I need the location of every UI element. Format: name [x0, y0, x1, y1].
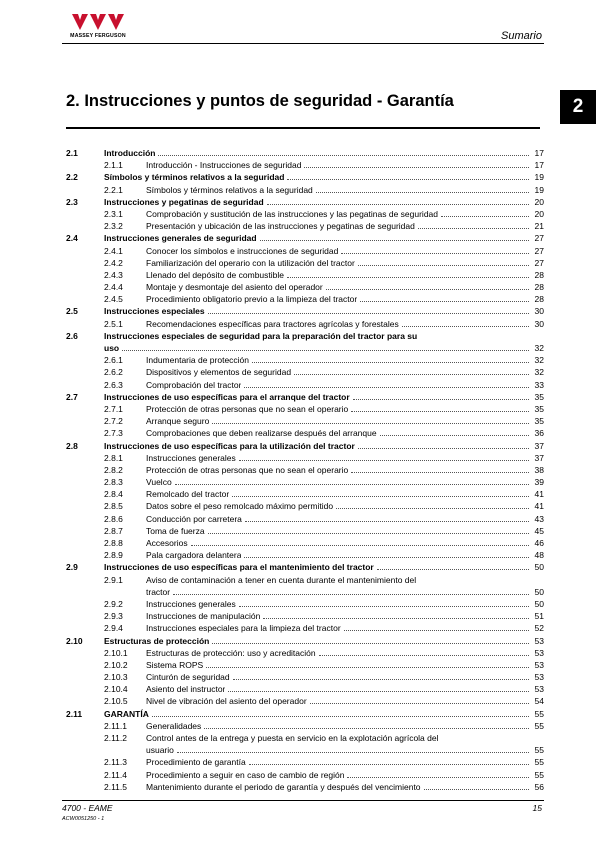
toc-title: Recomendaciones específicas para tractores agrícolas y forestales — [146, 318, 399, 329]
toc-title: Procedimiento a seguir en caso de cambio de región — [146, 769, 345, 780]
toc-number: 2.11.1 — [104, 720, 128, 731]
toc-number: 2.4.1 — [104, 245, 123, 256]
toc-title-line: Control antes de la entrega y puesta en servicio en la explotación agrícola del — [146, 733, 439, 743]
dot-leader — [252, 361, 529, 363]
dot-leader — [360, 300, 529, 302]
toc-title: Llenado del depósito de combustible — [146, 269, 284, 280]
toc-number: 2.10 — [66, 635, 83, 646]
toc-number: 2.4.3 — [104, 269, 123, 280]
toc-page-number: 55 — [534, 757, 544, 768]
toc-page-number: 27 — [534, 245, 544, 256]
brand-name: MASSEY FERGUSON — [70, 33, 126, 39]
toc-page-number: 53 — [534, 659, 544, 670]
toc-page-number: 55 — [534, 745, 544, 756]
chapter-tab: 2 — [560, 90, 596, 124]
toc-page-number: 50 — [534, 562, 544, 573]
dot-leader — [294, 373, 529, 375]
toc-title: Comprobaciones que deben realizarse después del arranque — [146, 428, 377, 439]
toc-title-line: Aviso de contaminación a tener en cuenta durante el mantenimiento del — [146, 574, 417, 585]
dot-leader — [233, 678, 529, 680]
toc-page-number: 38 — [534, 464, 544, 475]
dot-leader — [287, 276, 529, 278]
dot-leader — [260, 239, 529, 241]
toc-page-number: 36 — [534, 428, 544, 439]
triple-triangle-logo-icon — [70, 12, 126, 32]
toc-subsection-row[interactable] — [66, 159, 544, 171]
toc-subsection-row[interactable] — [66, 379, 544, 391]
toc-page-number: 41 — [534, 489, 544, 500]
toc-title: Comprobación del tractor — [146, 379, 242, 390]
dot-leader — [152, 715, 529, 717]
toc-number: 2.8.3 — [104, 477, 123, 488]
toc-title: Nivel de vibración del asiento del operador — [146, 696, 307, 707]
toc-title: uso — [104, 343, 120, 353]
toc-number: 2.4 — [66, 233, 78, 244]
toc-number: 2.11 — [66, 708, 83, 719]
toc-subsection-row[interactable] — [66, 220, 544, 232]
toc-number: 2.10.5 — [104, 696, 128, 707]
toc-number: 2.8 — [66, 440, 78, 451]
footer-divider — [62, 800, 544, 801]
toc-subsection-row[interactable] — [66, 269, 544, 281]
toc-title: Protección de otras personas que no sean el operario — [146, 464, 349, 475]
toc-subsection-row[interactable] — [66, 549, 544, 561]
dot-leader — [175, 483, 529, 485]
dot-leader — [232, 495, 529, 497]
toc-page-number: 30 — [534, 318, 544, 329]
toc-title: Procedimiento de garantía — [146, 757, 246, 768]
toc-title: Conocer los símbolos e instrucciones de seguridad — [146, 245, 339, 256]
toc-page-number: 19 — [534, 172, 544, 183]
toc-section-row[interactable] — [66, 391, 544, 403]
toc-title: Estructuras de protección — [104, 635, 210, 646]
dot-leader — [287, 178, 529, 180]
toc-number: 2.10.2 — [104, 659, 128, 670]
toc-page-number: 20 — [534, 196, 544, 207]
toc-subsection-row[interactable] — [66, 184, 544, 196]
toc-title: Vuelco — [146, 477, 172, 488]
toc-page-number: 50 — [534, 598, 544, 609]
toc-subsection-row[interactable] — [66, 756, 544, 768]
toc-number: 2.5 — [66, 306, 78, 317]
toc-page-number: 28 — [534, 294, 544, 305]
dot-leader — [304, 166, 529, 168]
toc-page-number: 53 — [534, 635, 544, 646]
toc-number: 2.5.1 — [104, 318, 123, 329]
toc-title: Datos sobre el peso remolcado máximo permitido — [146, 501, 334, 512]
dot-leader — [204, 727, 529, 729]
toc-title-line: Instrucciones especiales de seguridad para la preparación del tractor para su — [104, 330, 418, 341]
dot-leader — [245, 520, 529, 522]
toc-subsection-row[interactable] — [66, 208, 544, 220]
toc-title: Accesorios — [146, 538, 188, 548]
toc-number: 2.2.1 — [104, 184, 123, 195]
dot-leader — [347, 776, 529, 778]
toc-subsection-row[interactable] — [66, 720, 544, 732]
toc-number: 2.9.4 — [104, 623, 123, 634]
dot-leader — [239, 459, 529, 461]
toc-page-number: 32 — [534, 367, 544, 378]
toc-title: Cinturón de seguridad — [146, 672, 230, 683]
toc-page-number: 54 — [534, 696, 544, 707]
dot-leader — [358, 264, 529, 266]
dot-leader — [206, 666, 529, 668]
title-underline — [66, 127, 540, 129]
toc-title: Instrucciones de uso específicas para el mantenimiento del tractor — [104, 562, 374, 573]
toc-page-number: 41 — [534, 501, 544, 512]
dot-leader — [228, 690, 529, 692]
toc-page-number: 32 — [534, 355, 544, 366]
section-title: Sumario — [501, 30, 542, 42]
toc-number: 2.11.4 — [104, 769, 128, 780]
toc-page-number: 20 — [534, 208, 544, 219]
toc-section-row[interactable] — [66, 305, 544, 317]
toc-subsection-row[interactable] — [66, 318, 544, 330]
dot-leader — [239, 605, 529, 607]
massey-ferguson-logo — [62, 12, 134, 39]
toc-number: 2.8.7 — [104, 525, 123, 536]
toc-subsection-row[interactable] — [66, 476, 544, 488]
toc-page-number: 50 — [534, 586, 544, 597]
toc-title: GARANTÍA — [104, 708, 149, 719]
toc-title: Asiento del instructor — [146, 684, 226, 695]
toc-subsection-row[interactable] — [66, 415, 544, 427]
dot-leader — [310, 702, 529, 704]
toc-section-row[interactable] — [66, 440, 544, 452]
toc-page-number: 35 — [534, 416, 544, 427]
dot-leader — [212, 422, 529, 424]
dot-leader — [424, 788, 529, 790]
dot-leader — [353, 398, 529, 400]
toc-page-number: 37 — [534, 452, 544, 463]
toc-title: Protección de otras personas que no sean el operario — [146, 403, 349, 414]
toc-page-number: 51 — [534, 611, 544, 622]
toc-section-row[interactable] — [66, 561, 544, 573]
toc-number: 2.9.3 — [104, 611, 123, 622]
toc-subsection-row[interactable] — [66, 500, 544, 512]
toc-number: 2.2 — [66, 172, 78, 183]
dot-leader — [358, 447, 529, 449]
toc-page-number: 55 — [534, 720, 544, 731]
toc-subsection-row[interactable] — [66, 403, 544, 415]
toc-number: 2.11.5 — [104, 781, 128, 792]
toc-subsection-row[interactable] — [66, 245, 544, 257]
toc-title: Indumentaria de protección — [146, 355, 250, 366]
toc-number: 2.9.2 — [104, 598, 123, 609]
toc-page-number: 28 — [534, 269, 544, 280]
toc-title: Instrucciones generales de seguridad — [104, 233, 257, 244]
toc-number: 2.9.1 — [104, 574, 123, 585]
toc-page-number: 53 — [534, 672, 544, 683]
toc-subsection-row[interactable] — [66, 695, 544, 707]
dot-leader — [351, 471, 529, 473]
toc-page-number: 56 — [534, 781, 544, 792]
toc-page-number: 55 — [534, 769, 544, 780]
toc-page-number: 30 — [534, 306, 544, 317]
toc-page-number: 32 — [534, 343, 544, 353]
toc-page-number: 21 — [534, 221, 544, 232]
dot-leader — [316, 191, 529, 193]
dot-leader — [208, 532, 529, 534]
toc-number: 2.3.1 — [104, 208, 123, 219]
page-number: 15 — [532, 803, 542, 813]
toc-title: Instrucciones generales — [146, 452, 236, 463]
toc-page-number: 45 — [534, 525, 544, 536]
toc-number: 2.4.4 — [104, 282, 123, 293]
toc-title: Instrucciones y pegatinas de seguridad — [104, 196, 264, 207]
toc-title: Procedimiento obligatorio previo a la limpieza del tractor — [146, 294, 358, 305]
toc-number: 2.8.5 — [104, 501, 123, 512]
toc-subsection-row[interactable] — [66, 452, 544, 464]
toc-number: 2.3 — [66, 196, 78, 207]
toc-subsection-row[interactable] — [66, 647, 544, 659]
toc-subsection-row[interactable] — [66, 257, 544, 269]
toc-title: Comprobación y sustitución de las instrucciones y las pegatinas de seguridad — [146, 208, 438, 219]
toc-subsection-row[interactable] — [66, 427, 544, 439]
toc-subsection-row[interactable] — [66, 671, 544, 683]
dot-leader — [191, 544, 529, 546]
dot-leader — [418, 227, 529, 229]
toc-title: Remolcado del tractor — [146, 489, 230, 500]
toc-title: Instrucciones especiales — [104, 306, 205, 317]
toc-section-row[interactable] — [66, 330, 544, 354]
toc-subsection-row[interactable] — [66, 464, 544, 476]
toc-title: usuario — [146, 745, 174, 756]
footer-model: 4700 - EAME — [62, 803, 113, 813]
toc-section-row[interactable] — [66, 232, 544, 244]
toc-number: 2.11.2 — [104, 733, 128, 743]
toc-subsection-row[interactable] — [66, 732, 544, 756]
toc-subsection-row[interactable] — [66, 525, 544, 537]
dot-leader — [263, 617, 529, 619]
toc-page-number: 17 — [534, 148, 544, 158]
toc-subsection-row[interactable] — [66, 622, 544, 634]
dot-leader — [341, 252, 529, 254]
dot-leader — [208, 312, 529, 314]
toc-title: tractor — [146, 586, 171, 597]
toc-title: Símbolos y términos relativos a la seguridad — [104, 172, 285, 183]
toc-page-number: 43 — [534, 513, 544, 524]
toc-subsection-row[interactable] — [66, 366, 544, 378]
toc-title: Instrucciones de uso específicas para el arranque del tractor — [104, 391, 350, 402]
toc-title: Instrucciones de manipulación — [146, 611, 261, 622]
toc-page-number: 17 — [534, 160, 544, 171]
toc-title: Toma de fuerza — [146, 525, 205, 536]
toc-subsection-row[interactable] — [66, 598, 544, 610]
toc-page-number: 35 — [534, 391, 544, 402]
dot-leader — [344, 629, 529, 631]
toc-number: 2.7 — [66, 391, 78, 402]
toc-number: 2.4.2 — [104, 257, 123, 268]
header-divider — [62, 43, 544, 44]
toc-subsection-row[interactable] — [66, 610, 544, 622]
toc-page-number: 53 — [534, 647, 544, 658]
toc-page-number: 39 — [534, 477, 544, 488]
toc-number: 2.7.3 — [104, 428, 123, 439]
toc-page-number: 46 — [534, 538, 544, 548]
toc-page-number: 37 — [534, 440, 544, 451]
dot-leader — [336, 507, 529, 509]
dot-leader — [380, 434, 529, 436]
toc-page-number: 55 — [534, 708, 544, 719]
toc-number: 2.8.8 — [104, 538, 123, 548]
toc-title: Sistema ROPS — [146, 659, 204, 670]
toc-subsection-row[interactable] — [66, 769, 544, 781]
toc-title: Montaje y desmontaje del asiento del operador — [146, 282, 323, 293]
dot-leader — [122, 349, 529, 351]
toc-title: Instrucciones especiales para la limpieza del tractor — [146, 623, 341, 634]
table-of-contents — [66, 147, 544, 793]
toc-subsection-row[interactable] — [66, 781, 544, 793]
toc-title: Símbolos y términos relativos a la seguridad — [146, 184, 313, 195]
toc-page-number: 52 — [534, 623, 544, 634]
toc-number: 2.10.4 — [104, 684, 128, 695]
toc-subsection-row[interactable] — [66, 574, 544, 598]
toc-number: 2.3.2 — [104, 221, 123, 232]
toc-page-number: 27 — [534, 233, 544, 244]
toc-subsection-row[interactable] — [66, 281, 544, 293]
toc-number: 2.6 — [66, 330, 78, 341]
toc-title: Dispositivos y elementos de seguridad — [146, 367, 292, 378]
toc-title: Presentación y ubicación de las instrucciones y pegatinas de seguridad — [146, 221, 415, 232]
dot-leader — [267, 203, 529, 205]
dot-leader — [402, 325, 529, 327]
toc-page-number: 35 — [534, 403, 544, 414]
dot-leader — [173, 593, 529, 595]
toc-title: Introducción — [104, 148, 156, 158]
toc-title: Estructuras de protección: uso y acreditación — [146, 647, 316, 658]
toc-subsection-row[interactable] — [66, 488, 544, 500]
dot-leader — [326, 288, 529, 290]
toc-number: 2.7.1 — [104, 403, 123, 414]
dot-leader — [212, 642, 529, 644]
toc-title: Instrucciones de uso específicas para la utilización del tractor — [104, 440, 355, 451]
dot-leader — [319, 654, 529, 656]
toc-subsection-row[interactable] — [66, 537, 544, 549]
toc-title: Pala cargadora delantera — [146, 550, 242, 561]
toc-number: 2.6.1 — [104, 355, 123, 366]
toc-title: Mantenimiento durante el periodo de garantía y después del vencimiento — [146, 781, 421, 792]
toc-section-row[interactable] — [66, 171, 544, 183]
dot-leader — [249, 763, 529, 765]
toc-section-row[interactable] — [66, 708, 544, 720]
toc-number: 2.8.1 — [104, 452, 123, 463]
dot-leader — [377, 568, 529, 570]
dot-leader — [244, 556, 529, 558]
toc-page-number: 53 — [534, 684, 544, 695]
toc-title: Generalidades — [146, 720, 202, 731]
toc-page-number: 28 — [534, 282, 544, 293]
toc-title: Instrucciones generales — [146, 598, 236, 609]
toc-number: 2.11.3 — [104, 757, 128, 768]
dot-leader — [351, 410, 529, 412]
toc-title: Conducción por carretera — [146, 513, 242, 524]
toc-number: 2.1 — [66, 148, 78, 158]
toc-title: Arranque seguro — [146, 416, 210, 427]
toc-number: 2.10.1 — [104, 647, 128, 658]
toc-number: 2.1.1 — [104, 160, 123, 171]
toc-number: 2.9 — [66, 562, 78, 573]
toc-number: 2.8.9 — [104, 550, 123, 561]
toc-number: 2.4.5 — [104, 294, 123, 305]
toc-section-row[interactable] — [66, 635, 544, 647]
dot-leader — [177, 751, 529, 753]
toc-title: Introducción - Instrucciones de seguridad — [146, 160, 302, 171]
toc-subsection-row[interactable] — [66, 659, 544, 671]
toc-subsection-row[interactable] — [66, 293, 544, 305]
toc-page-number: 27 — [534, 257, 544, 268]
toc-subsection-row[interactable] — [66, 354, 544, 366]
toc-section-row[interactable] — [66, 196, 544, 208]
toc-page-number: 19 — [534, 184, 544, 195]
toc-number: 2.10.3 — [104, 672, 128, 683]
toc-number: 2.6.3 — [104, 379, 123, 390]
toc-number: 2.8.6 — [104, 513, 123, 524]
toc-subsection-row[interactable] — [66, 683, 544, 695]
toc-number: 2.7.2 — [104, 416, 123, 427]
dot-leader — [158, 154, 529, 156]
toc-page-number: 48 — [534, 550, 544, 561]
toc-page-number: 33 — [534, 379, 544, 390]
toc-section-row[interactable] — [66, 147, 544, 159]
toc-number: 2.8.2 — [104, 464, 123, 475]
chapter-title: 2. Instrucciones y puntos de seguridad - Garantía — [66, 92, 454, 110]
footer-document-code: ACW0051250 - 1 — [62, 816, 105, 822]
toc-title: Familiarización del operario con la utilización del tractor — [146, 257, 355, 268]
toc-number: 2.8.4 — [104, 489, 123, 500]
dot-leader — [244, 386, 529, 388]
dot-leader — [441, 215, 529, 217]
toc-number: 2.6.2 — [104, 367, 123, 378]
toc-subsection-row[interactable] — [66, 513, 544, 525]
